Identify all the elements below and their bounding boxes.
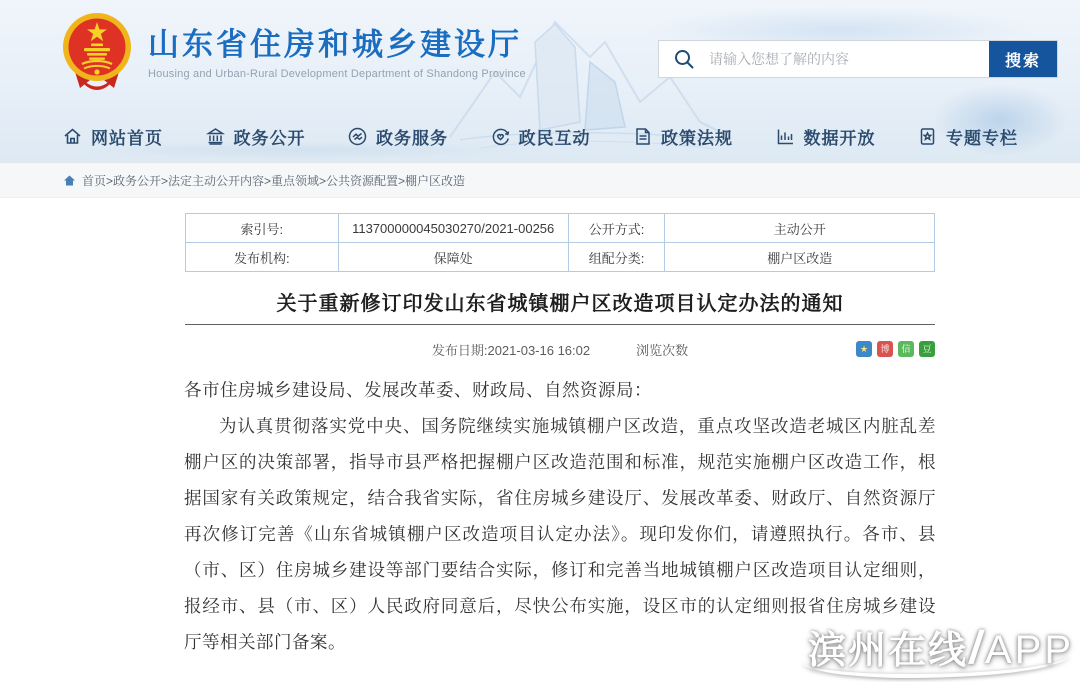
watermark	[808, 619, 1074, 674]
site-search	[658, 40, 1058, 78]
meta-value-index: 113700000045030270/2021-00256	[338, 214, 568, 243]
document-meta-table	[185, 213, 935, 272]
nav-item-gov-services[interactable]	[347, 124, 448, 149]
nav-label: 政务公开	[233, 128, 306, 148]
home-icon	[62, 126, 83, 147]
nav-label: 网站首页	[91, 128, 163, 148]
table-row	[186, 243, 935, 272]
heart-interaction-icon	[490, 126, 511, 147]
site-name: 山东省住房和城乡建设厅	[148, 26, 522, 62]
watermark-text: 滨州在线	[808, 630, 969, 672]
site-logo[interactable]	[60, 10, 526, 96]
meta-value-disclosure-method: 主动公开	[665, 214, 935, 243]
views-label: 浏览次数	[636, 343, 689, 358]
handshake-icon	[347, 126, 368, 147]
article-paragraph: 为认真贯彻落实党中央、国务院继续实施城镇棚户区改造，重点攻坚改造老城区内脏乱差棚户区的决策部署，指导市县严格把握棚户区改造范围和标准，规范实施棚户区改造工作，根据国家有关政策规定，结合我省实际，省住房城乡建设厅、发展改革委、财政厅、自然资源厅再次修订完善《山东省城镇棚户区改造项目认定办法》。现印发你们，请遵照执行。各市、县（市、区）住房城乡建设等部门要结合实际，修订和完善当地城镇棚户区改造项目认定细则，报经市、县（市、区）人民政府同意后，尽快公布实施，设区市的认定细则报省住房城乡建设厅等相关部门备案。	[184, 416, 936, 652]
douban-share-icon[interactable]: 豆	[919, 341, 935, 357]
breadcrumb-bar	[0, 162, 1080, 198]
meta-value-issuing-agency: 保障处	[338, 243, 568, 272]
nav-item-special-columns[interactable]	[917, 124, 1018, 149]
nav-label: 政务服务	[376, 128, 448, 148]
publish-date: 发布日期:2021-03-16 16:02	[431, 343, 591, 358]
breadcrumb-path: 首页>政务公开>法定主动公开内容>重点领域>公共资源配置>棚户区改造	[82, 173, 466, 188]
main-nav	[0, 110, 1080, 162]
nav-item-open-data[interactable]	[775, 124, 876, 149]
article-title: 关于重新修订印发山东省城镇棚户区改造项目认定办法的通知	[276, 293, 844, 315]
article-body	[184, 372, 936, 660]
nav-item-gov-disclosure[interactable]	[205, 124, 306, 149]
breadcrumb[interactable]	[63, 172, 465, 189]
nav-label: 政民互动	[518, 128, 591, 148]
article-salutation: 各市住房城乡建设局、发展改革委、财政局、自然资源局：	[184, 380, 652, 400]
site-header	[0, 0, 1080, 162]
meta-label-disclosure-method: 公开方式:	[568, 214, 665, 243]
data-chart-icon	[775, 126, 796, 147]
meta-label-issuing-agency: 发布机构:	[186, 243, 339, 272]
nav-label: 政策法规	[661, 128, 733, 148]
wechat-share-icon[interactable]: 信	[898, 341, 914, 357]
article-meta-row	[185, 340, 935, 360]
nav-item-public-interaction[interactable]	[490, 124, 591, 149]
nav-label: 专题专栏	[946, 128, 1018, 148]
site-name-english: Housing and Urban-Rural Development Department of Shandong Province	[148, 68, 526, 81]
logo-text	[148, 26, 526, 81]
share-buttons	[856, 341, 935, 357]
star-document-icon	[917, 126, 938, 147]
search-input[interactable]	[709, 41, 989, 77]
watermark-slash: /	[966, 621, 987, 673]
search-button[interactable]: 搜索	[989, 41, 1057, 77]
table-row	[186, 214, 935, 243]
watermark-suffix: APP	[984, 628, 1074, 672]
home-icon	[63, 174, 76, 187]
weibo-share-icon[interactable]: 博	[877, 341, 893, 357]
nav-item-home[interactable]	[62, 124, 163, 149]
policy-document-icon	[632, 126, 653, 147]
meta-label-category: 组配分类:	[568, 243, 665, 272]
national-emblem-icon	[60, 10, 134, 96]
qzone-share-icon[interactable]: ★	[856, 341, 872, 357]
meta-value-category: 棚户区改造	[665, 243, 935, 272]
search-icon	[659, 41, 709, 77]
nav-label: 数据开放	[803, 128, 876, 148]
title-divider	[185, 324, 935, 325]
meta-label-index: 索引号:	[186, 214, 339, 243]
nav-item-policies[interactable]	[632, 124, 733, 149]
government-building-icon	[205, 126, 226, 147]
